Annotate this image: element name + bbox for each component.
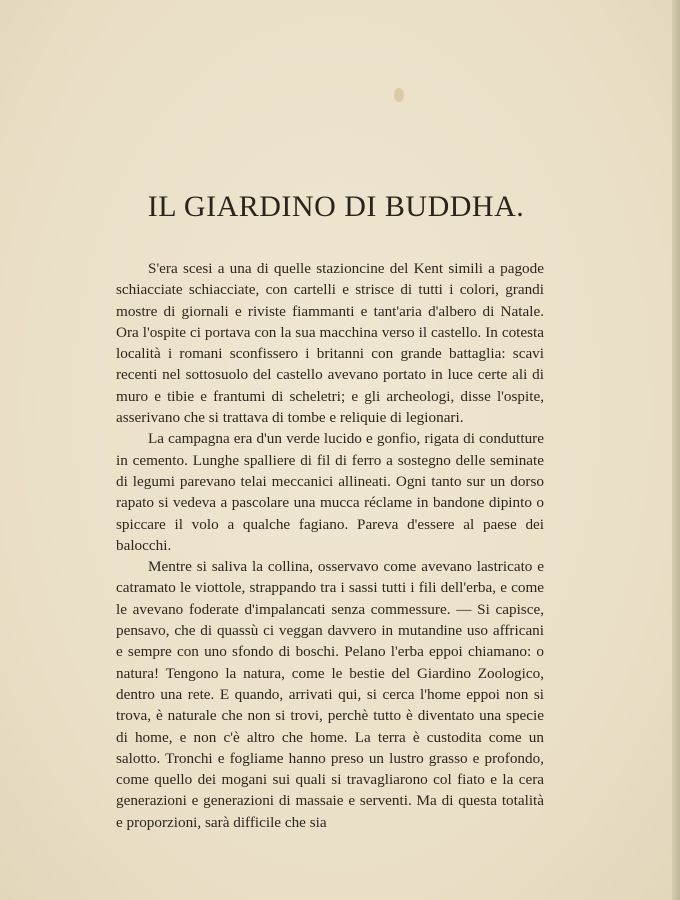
paper-stain [394,88,404,102]
paragraph-3: Mentre si saliva la collina, osservavo come avevano lastricato e catramato le viottole, strappando tra i sassi tutti i fili dell'erba, e come le avevano foderate d'impalancati senza commessure. — Si capisce, pensavo, che di quassù ci veggan davvero in mutandine uso affricani e sempre con uno sfondo di boschi. Pelano l'erba eppoi chiamano: o natura! Tengono la natura, come le bestie del Giardino Zoologico, dentro una rete. E quando, arrivati qui, si cerca l'home eppoi non si trova, è naturale che non si trovi, perchè tutto è diventato una specie di home, e non c'è altro che home. La terra è custodita come un salotto. Tronchi e fogliame hanno preso un lustro grasso e profondo, come quello dei mogani sui quali si travagliarono col fiato e la cera generazioni e generazioni di massaie e serventi. Ma di questa totalità e proporzioni, sarà difficile che sia [116,558,544,831]
chapter-title: IL GIARDINO DI BUDDHA. [147,190,525,223]
page-edge [672,0,680,900]
paragraph-1: S'era scesi a una di quelle stazioncine del Kent simili a pagode schiacciate schiacciate, con cartelli e strisce di tutti i colori, grandi mostre di giornali e riviste fiammanti e tant'aria d'albero di Natale. Ora l'ospite ci portava con la sua macchina verso il castello. In cotesta località i romani sconfissero i britanni con grande battaglia: scavi recenti nel sottosuolo del castello avevano portato in luce certe ali di muro e tibie e frantumi di scheletri; e gli archeologi, disse l'ospite, asserivano che si trattava di tombe e reliquie di legionari. [116,260,544,427]
chapter-body [116,258,544,833]
paragraph-2: La campagna era d'un verde lucido e gonfio, rigata di condutture in cemento. Lunghe spalliere di fil di ferro a sostegno delle seminate di legumi parevano telai meccanici allineati. Ogni tanto sur un dorso rapato si vedeva a pascolare una mucca réclame in bandone dipinto o spiccare il volo a qualche fagiano. Pareva d'essere al paese dei balocchi. [116,430,544,554]
